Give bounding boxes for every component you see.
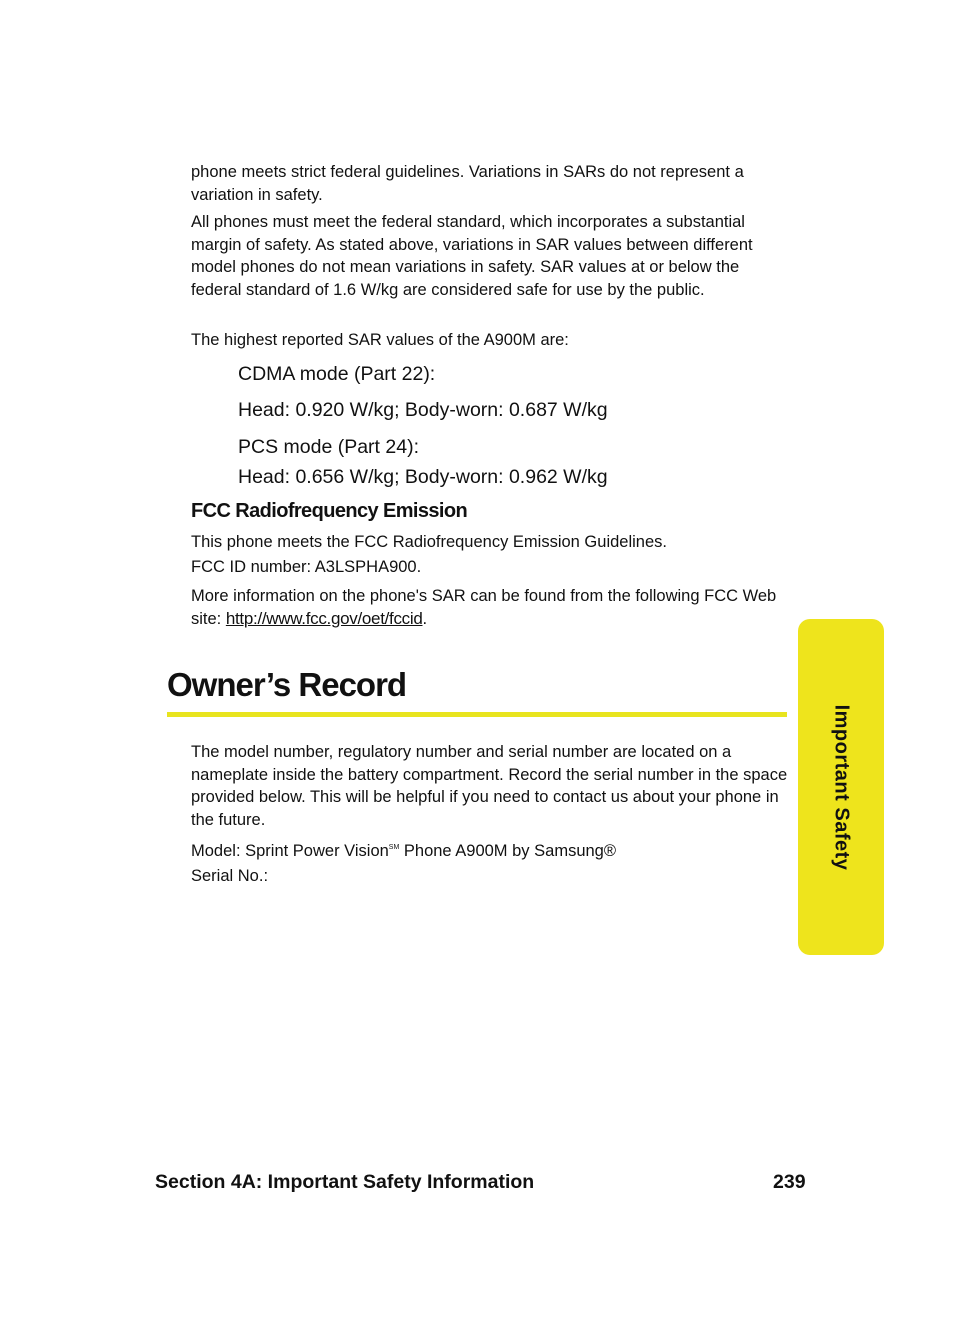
owner-record-title: Owner’s Record <box>167 666 407 703</box>
model-prefix: Model: Sprint Power Vision <box>191 842 389 860</box>
fcc-line-1: This phone meets the FCC Radiofrequency Emission Guidelines. <box>191 533 667 551</box>
cdma-sar-values: Head: 0.920 W/kg; Body-worn: 0.687 W/kg <box>238 399 608 421</box>
fcc-link[interactable]: http://www.fcc.gov/oet/fccid <box>225 608 423 628</box>
footer-page-number: 239 <box>773 1171 806 1193</box>
cdma-mode-label: CDMA mode (Part 22): <box>238 363 436 385</box>
pcs-mode-label: PCS mode (Part 24): <box>238 436 419 458</box>
sar-paragraph-1: phone meets strict federal guidelines. Variations in SARs do not represent a variation in safety. <box>191 163 744 204</box>
pcs-sar-values: Head: 0.656 W/kg; Body-worn: 0.962 W/kg <box>238 466 608 488</box>
side-tab-label: Important Safety <box>830 704 853 870</box>
serial-line: Serial No.: <box>191 867 269 885</box>
sar-paragraph-3: The highest reported SAR values of the A900M are: <box>191 331 569 349</box>
fcc-more-info <box>191 585 791 630</box>
footer-section-title: Section 4A: Important Safety Information <box>155 1171 535 1193</box>
fcc-link-suffix: . <box>422 609 428 628</box>
owner-record-paragraph: The model number, regulatory number and serial number are located on a nameplate inside the battery compartment. Record the serial number in the space provided below. This will be helpful if you need to contact us about your phone in the future. <box>191 743 788 829</box>
model-suffix: Phone A900M by Samsung® <box>399 842 617 860</box>
model-line <box>191 837 791 863</box>
fcc-more-info-text: More information on the phone's SAR can be found from the following FCC Web site: <box>191 587 777 628</box>
fcc-line-2: FCC ID number: A3LSPHA900. <box>191 558 422 576</box>
fcc-heading: FCC Radiofrequency Emission <box>191 500 468 522</box>
sar-paragraph-2: All phones must meet the federal standard, which incorporates a substantial margin of safety. As stated above, variations in SAR values between different model phones do not mean variations in safety. SAR values at or below the federal standard of 1.6 W/kg are considered safe for use by the public. <box>191 213 753 299</box>
title-underline <box>167 712 787 717</box>
service-mark: SM <box>388 844 400 851</box>
side-tab-label-wrapper <box>798 619 884 955</box>
